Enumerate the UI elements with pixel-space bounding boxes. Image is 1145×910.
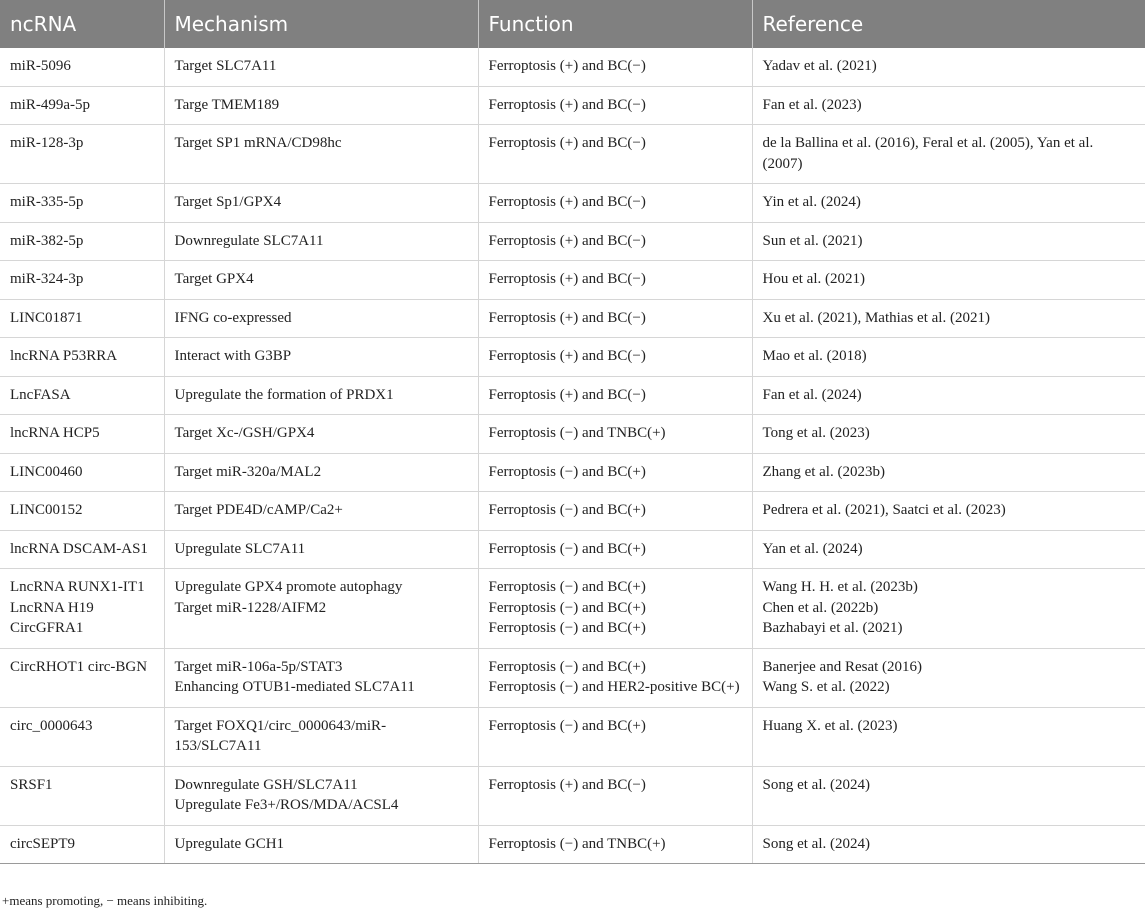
mechanism-cell: [164, 569, 478, 649]
cell-line: Ferroptosis (+) and BC(−): [488, 776, 646, 793]
cell-line: Ferroptosis (+) and BC(−): [488, 386, 646, 403]
reference-cell: [752, 530, 1145, 569]
reference-cell: [752, 48, 1145, 86]
cell-line: Ferroptosis (−) and BC(+): [488, 717, 646, 734]
function-cell: [478, 48, 752, 86]
reference-cell: [752, 453, 1145, 492]
cell-line: Huang X. et al. (2023): [762, 717, 898, 734]
reference-cell: [752, 261, 1145, 300]
cell-line: Ferroptosis (−) and HER2-positive BC(+): [488, 679, 740, 695]
function-cell: [478, 125, 752, 184]
cell-line: Target FOXQ1/circ_0000643/miR-153/SLC7A11: [174, 717, 387, 754]
reference-cell: [752, 86, 1145, 125]
function-cell: [478, 707, 752, 766]
cell-line: Song et al. (2024): [762, 835, 870, 852]
cell-line: LINC00460: [10, 463, 83, 480]
cell-line: circSEPT9: [10, 835, 75, 852]
ncrna-cell: [0, 338, 164, 377]
cell-line: Target GPX4: [174, 271, 254, 287]
ncrna-cell: [0, 184, 164, 223]
mechanism-cell: [164, 530, 478, 569]
cell-line: Yin et al. (2024): [762, 194, 861, 210]
cell-line: Song et al. (2024): [762, 776, 870, 793]
ncrna-cell: [0, 86, 164, 125]
table-row: [0, 825, 1145, 864]
cell-line: de la Ballina et al. (2016), Feral et al. (2005), Yan et al. (2007): [762, 135, 1094, 172]
reference-cell: [752, 766, 1145, 825]
cell-line: LINC00152: [10, 502, 83, 518]
ncrna-cell: [0, 569, 164, 649]
function-cell: [478, 222, 752, 261]
cell-line: Ferroptosis (+) and BC(−): [488, 232, 646, 249]
cell-line: Ferroptosis (+) and BC(−): [488, 96, 646, 113]
table-row: [0, 125, 1145, 184]
reference-cell: [752, 415, 1145, 454]
cell-line: Pedrera et al. (2021), Saatci et al. (2023): [762, 502, 1006, 518]
mechanism-cell: [164, 222, 478, 261]
reference-cell: [752, 707, 1145, 766]
table-row: [0, 261, 1145, 300]
cell-line: Upregulate GCH1: [174, 835, 285, 852]
reference-cell: [752, 299, 1145, 338]
ncrna-cell: [0, 648, 164, 707]
cell-line: Ferroptosis (−) and BC(+): [488, 463, 646, 480]
mechanism-cell: [164, 299, 478, 338]
cell-line: Ferroptosis (+) and BC(−): [488, 309, 646, 326]
table-row: [0, 453, 1145, 492]
mechanism-cell: [164, 48, 478, 86]
ncrna-cell: [0, 766, 164, 825]
cell-line: Ferroptosis (−) and BC(+): [488, 579, 646, 595]
function-cell: [478, 569, 752, 649]
cell-line: Ferroptosis (−) and BC(+): [488, 658, 646, 675]
mechanism-cell: [164, 492, 478, 531]
table-row: [0, 530, 1145, 569]
cell-line: Ferroptosis (−) and BC(+): [488, 620, 646, 636]
table-row: [0, 222, 1145, 261]
function-cell: [478, 415, 752, 454]
reference-cell: [752, 338, 1145, 377]
header-row: [0, 0, 1145, 48]
table-row: [0, 376, 1145, 415]
cell-line: Upregulate SLC7A11: [174, 540, 306, 557]
cell-line: Mao et al. (2018): [762, 348, 867, 364]
header-mechanism: Mechanism: [164, 0, 478, 48]
table-row: [0, 492, 1145, 531]
cell-line: LncFASA: [10, 386, 71, 403]
cell-line: Downregulate SLC7A11: [174, 232, 324, 249]
ncrna-cell: [0, 415, 164, 454]
cell-line: Enhancing OTUB1-mediated SLC7A11: [174, 679, 415, 695]
reference-cell: [752, 492, 1145, 531]
function-cell: [478, 299, 752, 338]
cell-line: Ferroptosis (−) and TNBC(+): [488, 425, 666, 441]
cell-line: Yan et al. (2024): [762, 540, 863, 557]
function-cell: [478, 825, 752, 864]
cell-line: Fan et al. (2024): [762, 386, 862, 403]
cell-line: Upregulate Fe3+/ROS/MDA/ACSL4: [174, 797, 399, 813]
ncrna-cell: [0, 125, 164, 184]
table-row: [0, 338, 1145, 377]
mechanism-cell: [164, 766, 478, 825]
cell-line: Wang S. et al. (2022): [762, 679, 890, 695]
cell-line: Ferroptosis (−) and BC(+): [488, 502, 646, 518]
cell-line: Wang H. H. et al. (2023b): [762, 579, 918, 595]
cell-line: Yadav et al. (2021): [762, 58, 877, 74]
cell-line: miR-382-5p: [10, 232, 84, 249]
table-row: [0, 415, 1145, 454]
function-cell: [478, 338, 752, 377]
ncrna-cell: [0, 707, 164, 766]
mechanism-cell: [164, 376, 478, 415]
cell-line: lncRNA P53RRA: [10, 348, 118, 364]
mechanism-cell: [164, 707, 478, 766]
cell-line: Target miR-106a-5p/STAT3: [174, 658, 343, 675]
function-cell: [478, 492, 752, 531]
reference-cell: [752, 648, 1145, 707]
table-body: [0, 48, 1145, 864]
cell-line: Targe TMEM189: [174, 96, 280, 113]
ncrna-cell: [0, 530, 164, 569]
table-row: [0, 299, 1145, 338]
cell-line: Fan et al. (2023): [762, 96, 862, 113]
mechanism-cell: [164, 825, 478, 864]
reference-cell: [752, 125, 1145, 184]
cell-line: Target Xc-/GSH/GPX4: [174, 425, 315, 441]
reference-cell: [752, 184, 1145, 223]
cell-line: Tong et al. (2023): [762, 425, 870, 441]
cell-line: Upregulate the formation of PRDX1: [174, 386, 394, 403]
reference-cell: [752, 376, 1145, 415]
cell-line: lncRNA DSCAM-AS1: [10, 540, 148, 557]
mechanism-cell: [164, 184, 478, 223]
reference-cell: [752, 569, 1145, 649]
cell-line: Hou et al. (2021): [762, 271, 865, 287]
cell-line: miR-128-3p: [10, 135, 84, 151]
cell-line: LncRNA H19: [10, 599, 94, 616]
cell-line: circ_0000643: [10, 717, 93, 734]
cell-line: Ferroptosis (+) and BC(−): [488, 58, 646, 74]
cell-line: miR-5096: [10, 58, 71, 74]
ncrna-cell: [0, 376, 164, 415]
reference-cell: [752, 222, 1145, 261]
mechanism-cell: [164, 648, 478, 707]
cell-line: Ferroptosis (−) and BC(+): [488, 599, 646, 616]
cell-line: Ferroptosis (+) and BC(−): [488, 271, 646, 287]
ncrna-cell: [0, 492, 164, 531]
cell-line: Target PDE4D/cAMP/Ca2+: [174, 502, 343, 518]
cell-line: miR-335-5p: [10, 194, 84, 210]
table-footnote: +means promoting, − means inhibiting.: [2, 893, 208, 908]
ncrna-cell: [0, 261, 164, 300]
cell-line: SRSF1: [10, 776, 53, 793]
ncrna-cell: [0, 825, 164, 864]
header-function: Function: [478, 0, 752, 48]
cell-line: LINC01871: [10, 309, 83, 326]
cell-line: Target miR-1228/AIFM2: [174, 599, 327, 616]
function-cell: [478, 86, 752, 125]
ncrna-cell: [0, 299, 164, 338]
cell-line: Upregulate GPX4 promote autophagy: [174, 579, 403, 595]
cell-line: Sun et al. (2021): [762, 232, 863, 249]
mechanism-cell: [164, 453, 478, 492]
table-row: [0, 48, 1145, 86]
cell-line: Bazhabayi et al. (2021): [762, 620, 903, 636]
cell-line: Ferroptosis (+) and BC(−): [488, 135, 646, 151]
mechanism-cell: [164, 261, 478, 300]
reference-cell: [752, 825, 1145, 864]
cell-line: Xu et al. (2021), Mathias et al. (2021): [762, 309, 990, 326]
mechanism-cell: [164, 338, 478, 377]
table-row: [0, 184, 1145, 223]
function-cell: [478, 766, 752, 825]
function-cell: [478, 648, 752, 707]
cell-line: miR-499a-5p: [10, 96, 90, 113]
cell-line: Chen et al. (2022b): [762, 599, 879, 616]
cell-line: Ferroptosis (+) and BC(−): [488, 194, 646, 210]
cell-line: CircGFRA1: [10, 620, 84, 636]
cell-line: Interact with G3BP: [174, 348, 292, 364]
ncrna-cell: [0, 48, 164, 86]
cell-line: Banerjee and Resat (2016): [762, 658, 923, 675]
cell-line: CircRHOT1 circ-BGN: [10, 658, 148, 675]
cell-line: LncRNA RUNX1-IT1: [10, 579, 145, 595]
cell-line: miR-324-3p: [10, 271, 84, 287]
cell-line: Downregulate GSH/SLC7A11: [174, 776, 358, 793]
cell-line: Ferroptosis (−) and BC(+): [488, 540, 646, 557]
cell-line: Target Sp1/GPX4: [174, 194, 282, 210]
cell-line: lncRNA HCP5: [10, 425, 100, 441]
cell-line: Target miR-320a/MAL2: [174, 463, 322, 480]
table-header: [0, 0, 1145, 48]
function-cell: [478, 376, 752, 415]
function-cell: [478, 184, 752, 223]
cell-line: Target SLC7A11: [174, 58, 277, 74]
mechanism-cell: [164, 415, 478, 454]
cell-line: Ferroptosis (+) and BC(−): [488, 348, 646, 364]
mechanism-cell: [164, 86, 478, 125]
cell-line: Zhang et al. (2023b): [762, 463, 885, 480]
table-row: [0, 707, 1145, 766]
mechanism-cell: [164, 125, 478, 184]
header-ncrna: ncRNA: [0, 0, 164, 48]
cell-line: IFNG co-expressed: [174, 309, 292, 326]
table-row: [0, 766, 1145, 825]
header-reference: Reference: [752, 0, 1145, 48]
function-cell: [478, 530, 752, 569]
table-row: [0, 86, 1145, 125]
table-row: [0, 648, 1145, 707]
cell-line: Ferroptosis (−) and TNBC(+): [488, 835, 666, 852]
function-cell: [478, 261, 752, 300]
cell-line: Target SP1 mRNA/CD98hc: [174, 135, 342, 151]
function-cell: [478, 453, 752, 492]
ncrna-cell: [0, 453, 164, 492]
table-row: [0, 569, 1145, 649]
ncrna-cell: [0, 222, 164, 261]
